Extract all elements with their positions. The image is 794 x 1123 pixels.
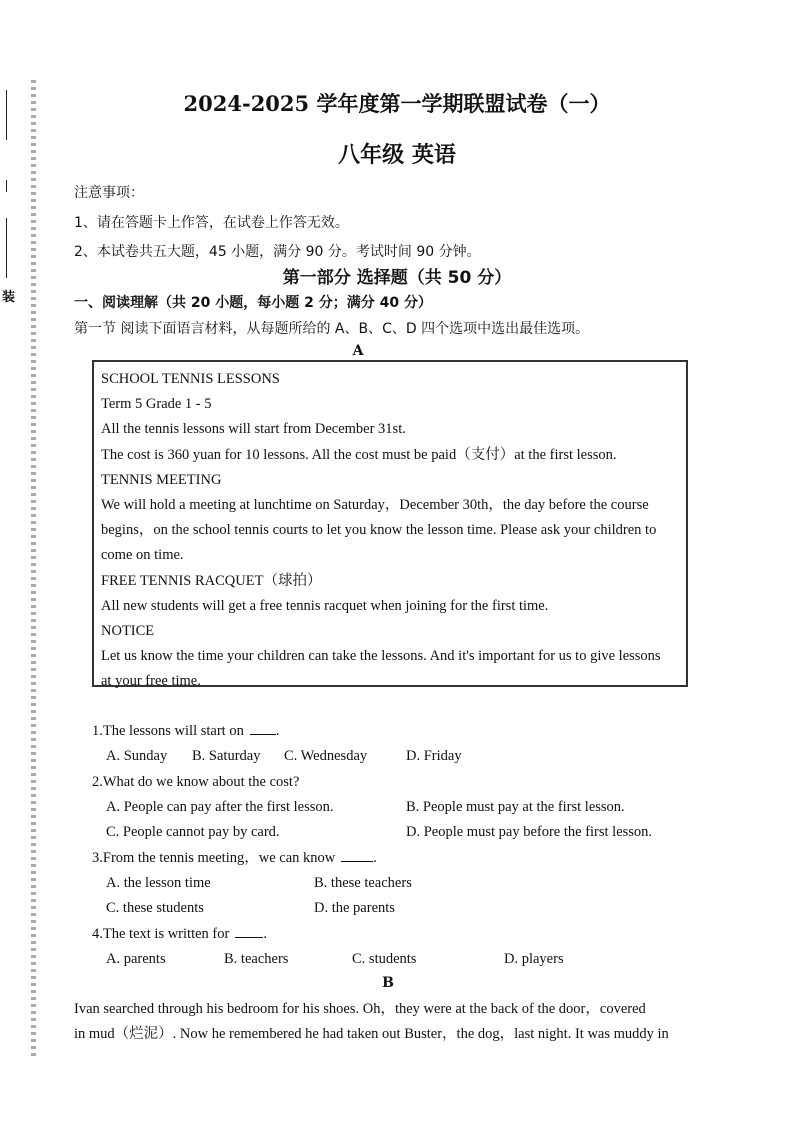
question-options	[92, 795, 712, 820]
passage-a-line: TENNIS MEETING	[101, 471, 222, 488]
passage-a-line: The cost is 360 yuan for 10 lessons. All the cost must be paid（支付）at the first lesson.	[101, 446, 617, 463]
option-d: D. Friday	[406, 748, 462, 764]
option-d: D. players	[504, 951, 564, 967]
passage-a-line: Let us know the time your children can take the lessons. And it's important for us to give lessons	[101, 648, 661, 665]
question-options	[92, 896, 712, 921]
passage-a-line: All new students will get a free tennis racquet when joining for the first time.	[101, 597, 549, 614]
question-stem: 2.What do we know about the cost?	[92, 774, 300, 790]
notes-item: 2、本试卷共五大题，45 小题，满分 90 分。考试时间 90 分钟。	[74, 244, 481, 260]
answer-blank	[250, 720, 276, 735]
question-3	[92, 846, 712, 921]
exam-title: 2024-2025 学年度第一学期联盟试卷（一）	[183, 91, 611, 116]
passage-a-line: Term 5 Grade 1 - 5	[101, 396, 212, 413]
passage-a-line: SCHOOL TENNIS LESSONS	[101, 371, 280, 387]
section-heading: 一、阅读理解（共 20 小题，每小题 2 分；满分 40 分）	[74, 295, 432, 311]
section-instruction: 第一节 阅读下面语言材料，从每题所给的 A、B、C、D 四个选项中选出最佳选项。	[74, 321, 590, 337]
notes-heading: 注意事项：	[74, 185, 144, 201]
question-options	[92, 820, 712, 845]
question-stem: 3.From the tennis meeting，we can know .	[92, 846, 712, 871]
passage-a-line: FREE TENNIS RACQUET（球拍）	[101, 572, 322, 589]
option-a: A. Sunday	[106, 748, 168, 764]
question-2	[92, 770, 712, 845]
question-stem: 4.The text is written for .	[92, 922, 712, 947]
option-d: D. People must pay before the first lesson.	[406, 824, 653, 840]
notes-item: 1、请在答题卡上作答，在试卷上作答无效。	[74, 215, 349, 231]
option-b: B. these teachers	[314, 875, 412, 891]
passage-a-line: NOTICE	[101, 622, 155, 639]
question-1	[92, 719, 712, 769]
option-b: B. Saturday	[192, 748, 261, 764]
option-d: D. the parents	[314, 900, 395, 916]
margin-dotted-text	[31, 80, 36, 1060]
option-c: C. these students	[106, 900, 204, 916]
option-b: B. People must pay at the first lesson.	[406, 799, 625, 815]
exam-subject: 八年级 英语	[338, 142, 456, 168]
answer-blank	[341, 847, 373, 862]
question-4	[92, 922, 712, 972]
passage-a-letter: A	[352, 343, 364, 359]
option-a: A. parents	[106, 951, 166, 967]
passage-a-line: begins，on the school tennis courts to let you know the lesson time. Please ask your children to	[101, 522, 657, 539]
passage-b-line: in mud（烂泥）. Now he remembered he had taken out Buster，the dog，last night. It was muddy in	[74, 1026, 669, 1042]
option-a: A. the lesson time	[106, 875, 211, 891]
passage-b-letter: B	[382, 975, 394, 991]
binding-mark: 装	[2, 290, 16, 305]
question-stem: 1.The lessons will start on .	[92, 719, 712, 744]
option-c: C. People cannot pay by card.	[106, 824, 280, 840]
part-title: 第一部分 选择题（共 50 分）	[282, 268, 512, 288]
option-a: A. People can pay after the first lesson.	[106, 799, 334, 815]
passage-a-box	[92, 360, 688, 690]
question-options	[92, 947, 712, 972]
margin-rule	[6, 180, 7, 192]
passage-a-line: We will hold a meeting at lunchtime on Saturday，December 30th，the day before the course	[101, 496, 649, 513]
option-c: C. Wednesday	[284, 748, 368, 764]
option-c: C. students	[352, 951, 417, 967]
answer-blank	[235, 923, 263, 938]
passage-b-line: Ivan searched through his bedroom for his shoes. Oh，they were at the back of the door，covered	[74, 1001, 646, 1017]
passage-a-line: come on time.	[101, 547, 184, 564]
question-options	[92, 871, 712, 896]
passage-a-line: All the tennis lessons will start from December 31st.	[101, 421, 406, 438]
question-options	[92, 744, 712, 769]
passage-a-line: at your free time.	[101, 673, 201, 690]
option-b: B. teachers	[224, 951, 289, 967]
binding-margin	[0, 80, 44, 1060]
